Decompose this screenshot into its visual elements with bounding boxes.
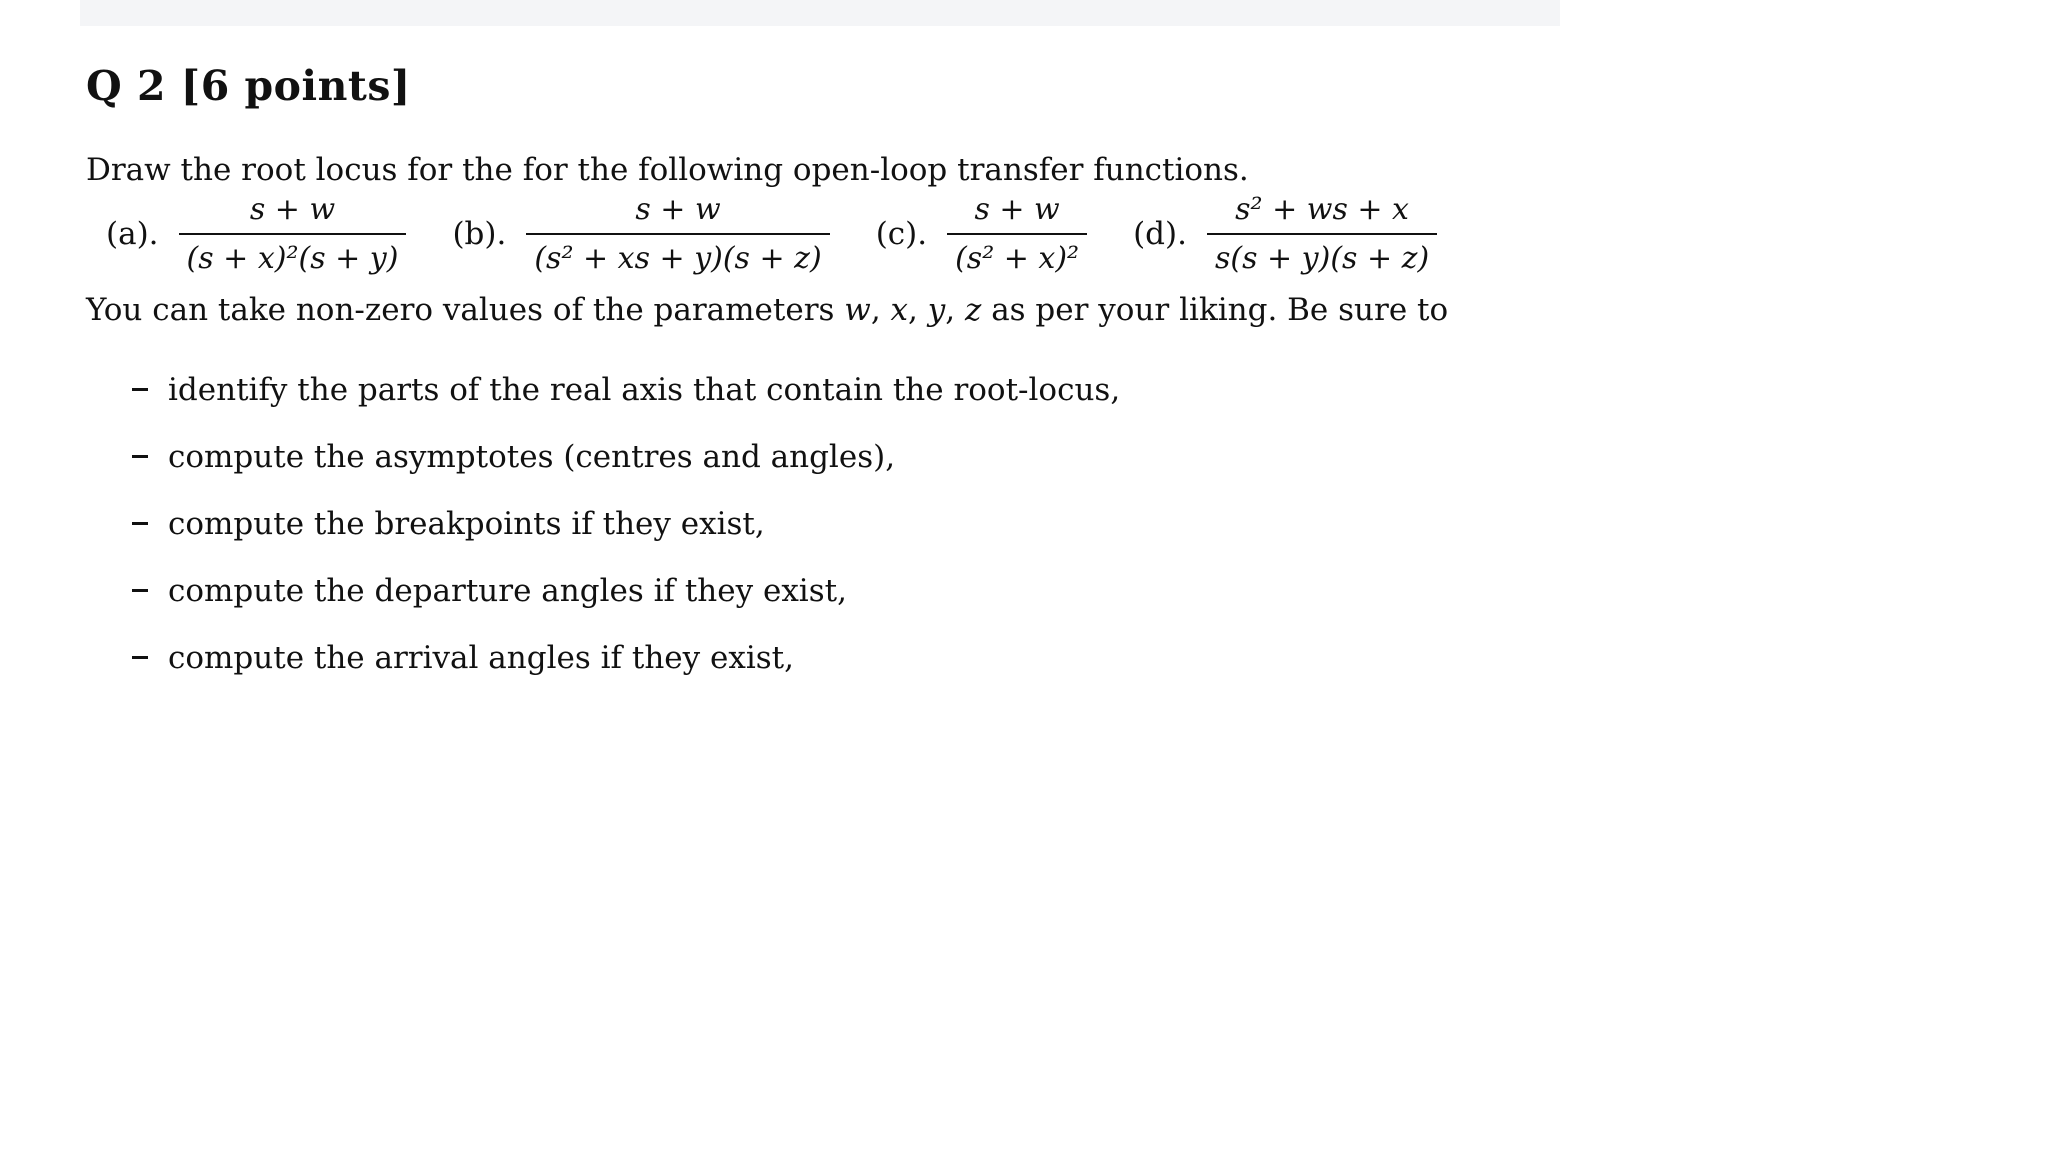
dash-bullet	[132, 455, 148, 458]
transfer-function-a	[106, 192, 406, 276]
denominator: (s² + xs + y)(s + z)	[526, 233, 829, 276]
fraction	[947, 192, 1087, 276]
function-label: (c).	[875, 216, 928, 252]
task-text: compute the breakpoints if they exist,	[168, 505, 765, 542]
param-y: y	[927, 292, 946, 328]
list-item	[132, 490, 1120, 557]
transfer-functions	[106, 192, 1437, 276]
dash-bullet	[132, 589, 148, 592]
denominator: s(s + y)(s + z)	[1207, 233, 1437, 276]
dash-bullet	[132, 388, 148, 391]
list-item	[132, 557, 1120, 624]
params-suffix: as per your liking. Be sure to	[991, 292, 1449, 328]
fraction	[526, 192, 829, 276]
denominator: (s + x)²(s + y)	[179, 233, 407, 276]
function-label: (a).	[106, 216, 159, 252]
task-text: compute the asymptotes (centres and angles),	[168, 438, 896, 475]
transfer-function-b	[452, 192, 829, 276]
param-w: w	[844, 292, 871, 328]
fraction	[1207, 192, 1437, 276]
numerator: s + w	[249, 192, 336, 227]
fraction	[179, 192, 407, 276]
function-label: (b).	[452, 216, 507, 252]
list-item	[132, 356, 1120, 423]
dash-bullet	[132, 522, 148, 525]
param-x: x	[890, 292, 909, 328]
list-item	[132, 423, 1120, 490]
function-label: (d).	[1133, 216, 1187, 252]
numerator: s² + ws + x	[1235, 192, 1409, 227]
dash-bullet	[132, 656, 148, 659]
transfer-function-c	[876, 192, 1087, 276]
question-intro: Draw the root locus for the for the following open-loop transfer functions.	[86, 152, 1249, 188]
denominator: (s² + x)²	[947, 233, 1087, 276]
parameters-sentence: You can take non-zero values of the parameters w, x, y, z as per your liking. Be sure to	[86, 292, 1449, 328]
cropped-top-bar	[80, 0, 1560, 26]
transfer-function-d	[1133, 192, 1437, 276]
params-prefix: You can take non-zero values of the parameters	[86, 292, 835, 328]
task-text: compute the arrival angles if they exist,	[168, 639, 794, 676]
task-text: compute the departure angles if they exist,	[168, 572, 847, 609]
task-list	[132, 356, 1120, 691]
param-z: z	[964, 292, 982, 328]
task-text: identify the parts of the real axis that contain the root-locus,	[168, 371, 1121, 408]
question-heading: Q 2 [6 points]	[86, 62, 411, 110]
numerator: s + w	[635, 192, 721, 227]
list-item	[132, 624, 1120, 691]
numerator: s + w	[974, 192, 1060, 227]
